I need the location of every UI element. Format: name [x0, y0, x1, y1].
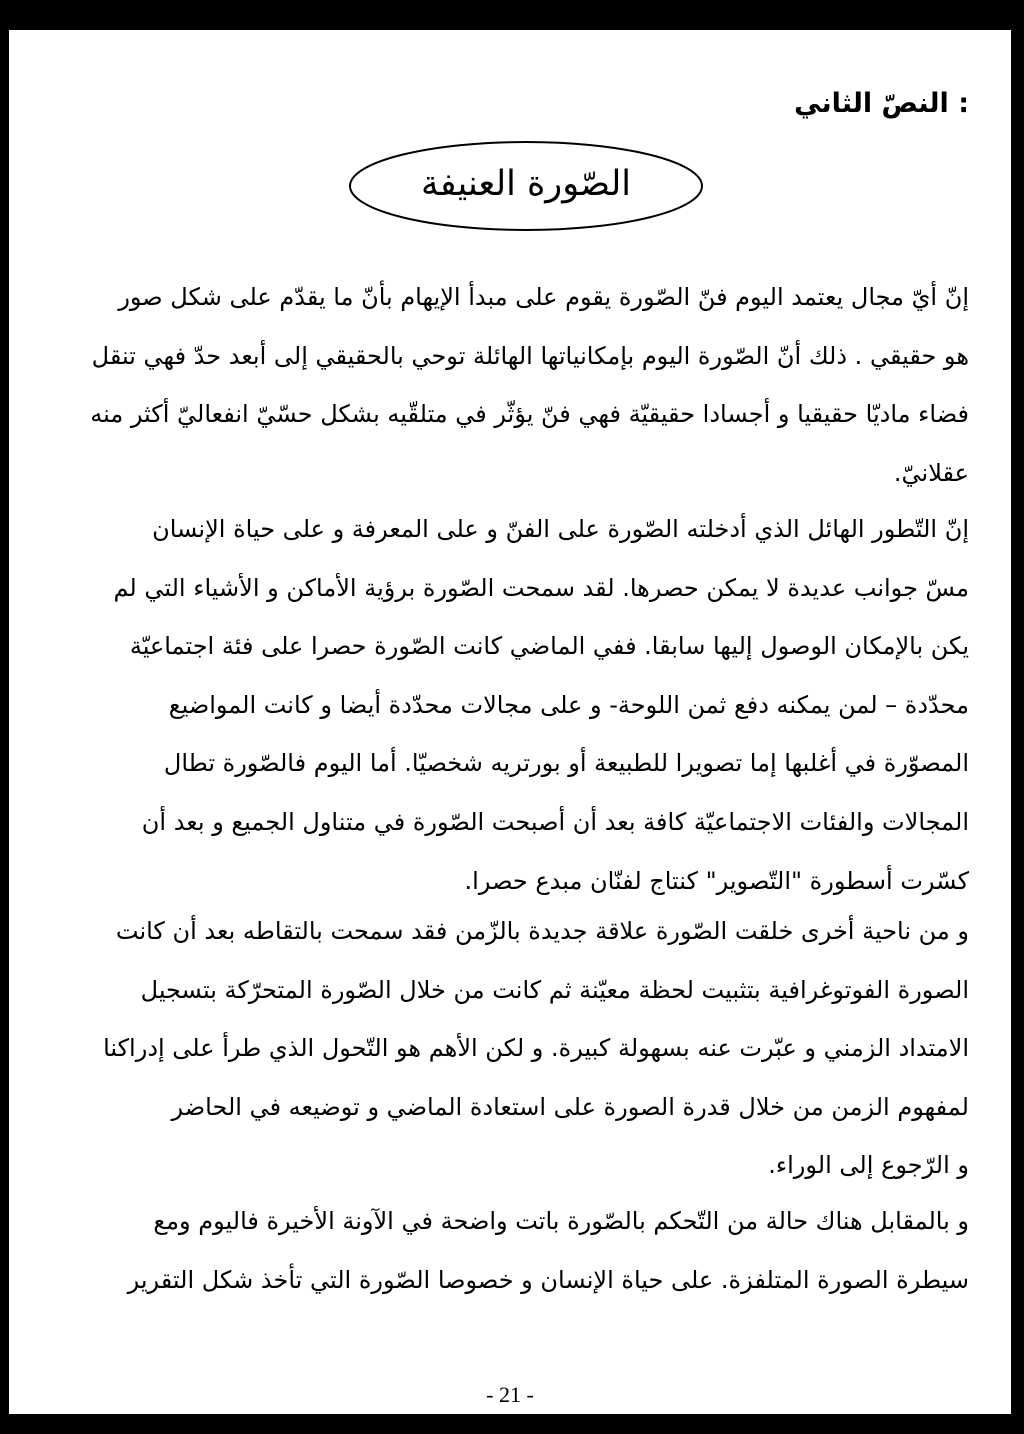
text-line: و الرّجوع إلى الوراء.: [768, 1151, 969, 1180]
text-line: الامتداد الزمني و عبّرت عنه بسهولة كبيرة. و لكن الأهم هو التّحول الذي طرأ على إدراكنا: [103, 1034, 969, 1063]
paragraph-4: [41, 1192, 969, 1309]
page-title: الصّورة العنيفة: [420, 164, 632, 204]
text-line: لمفهوم الزمن من خلال قدرة الصورة على استعادة الماضي و توضيعه في الحاضر: [171, 1092, 969, 1121]
text-line: فضاء ماديّا حقيقيا و أجسادا حقيقيّة فهي فنّ يؤثّر في متلقّيه بشكل حسّيّ انفعاليّ أكثر منه: [90, 400, 969, 429]
text-line: إنّ التّطور الهائل الذي أدخلته الصّورة على الفنّ و على المعرفة و على حياة الإنسان: [152, 515, 969, 543]
text-line: المجالات والفئات الاجتماعيّة كافة بعد أن أصبحت الصّورة في متناول الجميع و بعد أن: [141, 807, 969, 836]
text-line: و من ناحية أخرى خلقت الصّورة علاقة جديدة بالزّمن فقد سمحت بالتقاطه بعد أن كانت: [115, 917, 969, 945]
page-content: [6, 26, 1014, 1414]
text-line: سيطرة الصورة المتلفزة. على حياة الإنسان و خصوصا الصّورة التي تأخذ شكل التقرير: [127, 1265, 969, 1294]
paragraph-3: [41, 902, 969, 1195]
text-line: الصورة الفوتوغرافية بتثبيت لحظة معيّنة ثم كانت من خلال الصّورة المتحرّكة بتسجيل: [140, 975, 969, 1004]
section-heading: : النصّ الثاني: [794, 88, 969, 119]
text-line: يكن بالإمكان الوصول إليها سابقا. ففي الماضي كانت الصّورة حصرا على فئة اجتماعيّة: [129, 632, 969, 661]
text-line: مسّ جوانب عديدة لا يمكن حصرها. لقد سمحت الصّورة برؤية الأماكن و الأشياء التي لم: [113, 573, 969, 602]
paragraph-1: [41, 268, 969, 502]
text-line: عقلانيّ.: [893, 458, 969, 487]
text-line: كسّرت أسطورة "التّصوير" كنتاج لفنّان مبدع حصرا.: [464, 866, 969, 895]
text-line: المصوّرة في أغلبها إما تصويرا للطبيعة أو بورتريه شخصيّا. أما اليوم فالصّورة تطال: [163, 749, 969, 778]
text-line: محدّدة – لمن يمكنه دفع ثمن اللوحة- و على مجالات محدّدة أيضا و كانت المواضيع: [168, 690, 969, 719]
paragraph-2: [41, 500, 969, 910]
text-line: إنّ أيّ مجال يعتمد اليوم فنّ الصّورة يقوم على مبدأ الإيهام بأنّ ما يقدّم على شكل صور: [118, 283, 969, 311]
text-line: و بالمقابل هناك حالة من التّحكم بالصّورة باتت واضحة في الآونة الأخيرة فاليوم ومع: [153, 1207, 969, 1235]
title-oval: [346, 134, 706, 234]
text-line: هو حقيقي . ذلك أنّ الصّورة اليوم بإمكانياتها الهائلة توحي بالحقيقي إلى أبعد حدّ فهي تنقل: [91, 341, 969, 370]
page-number: - 21 -: [486, 1382, 534, 1407]
